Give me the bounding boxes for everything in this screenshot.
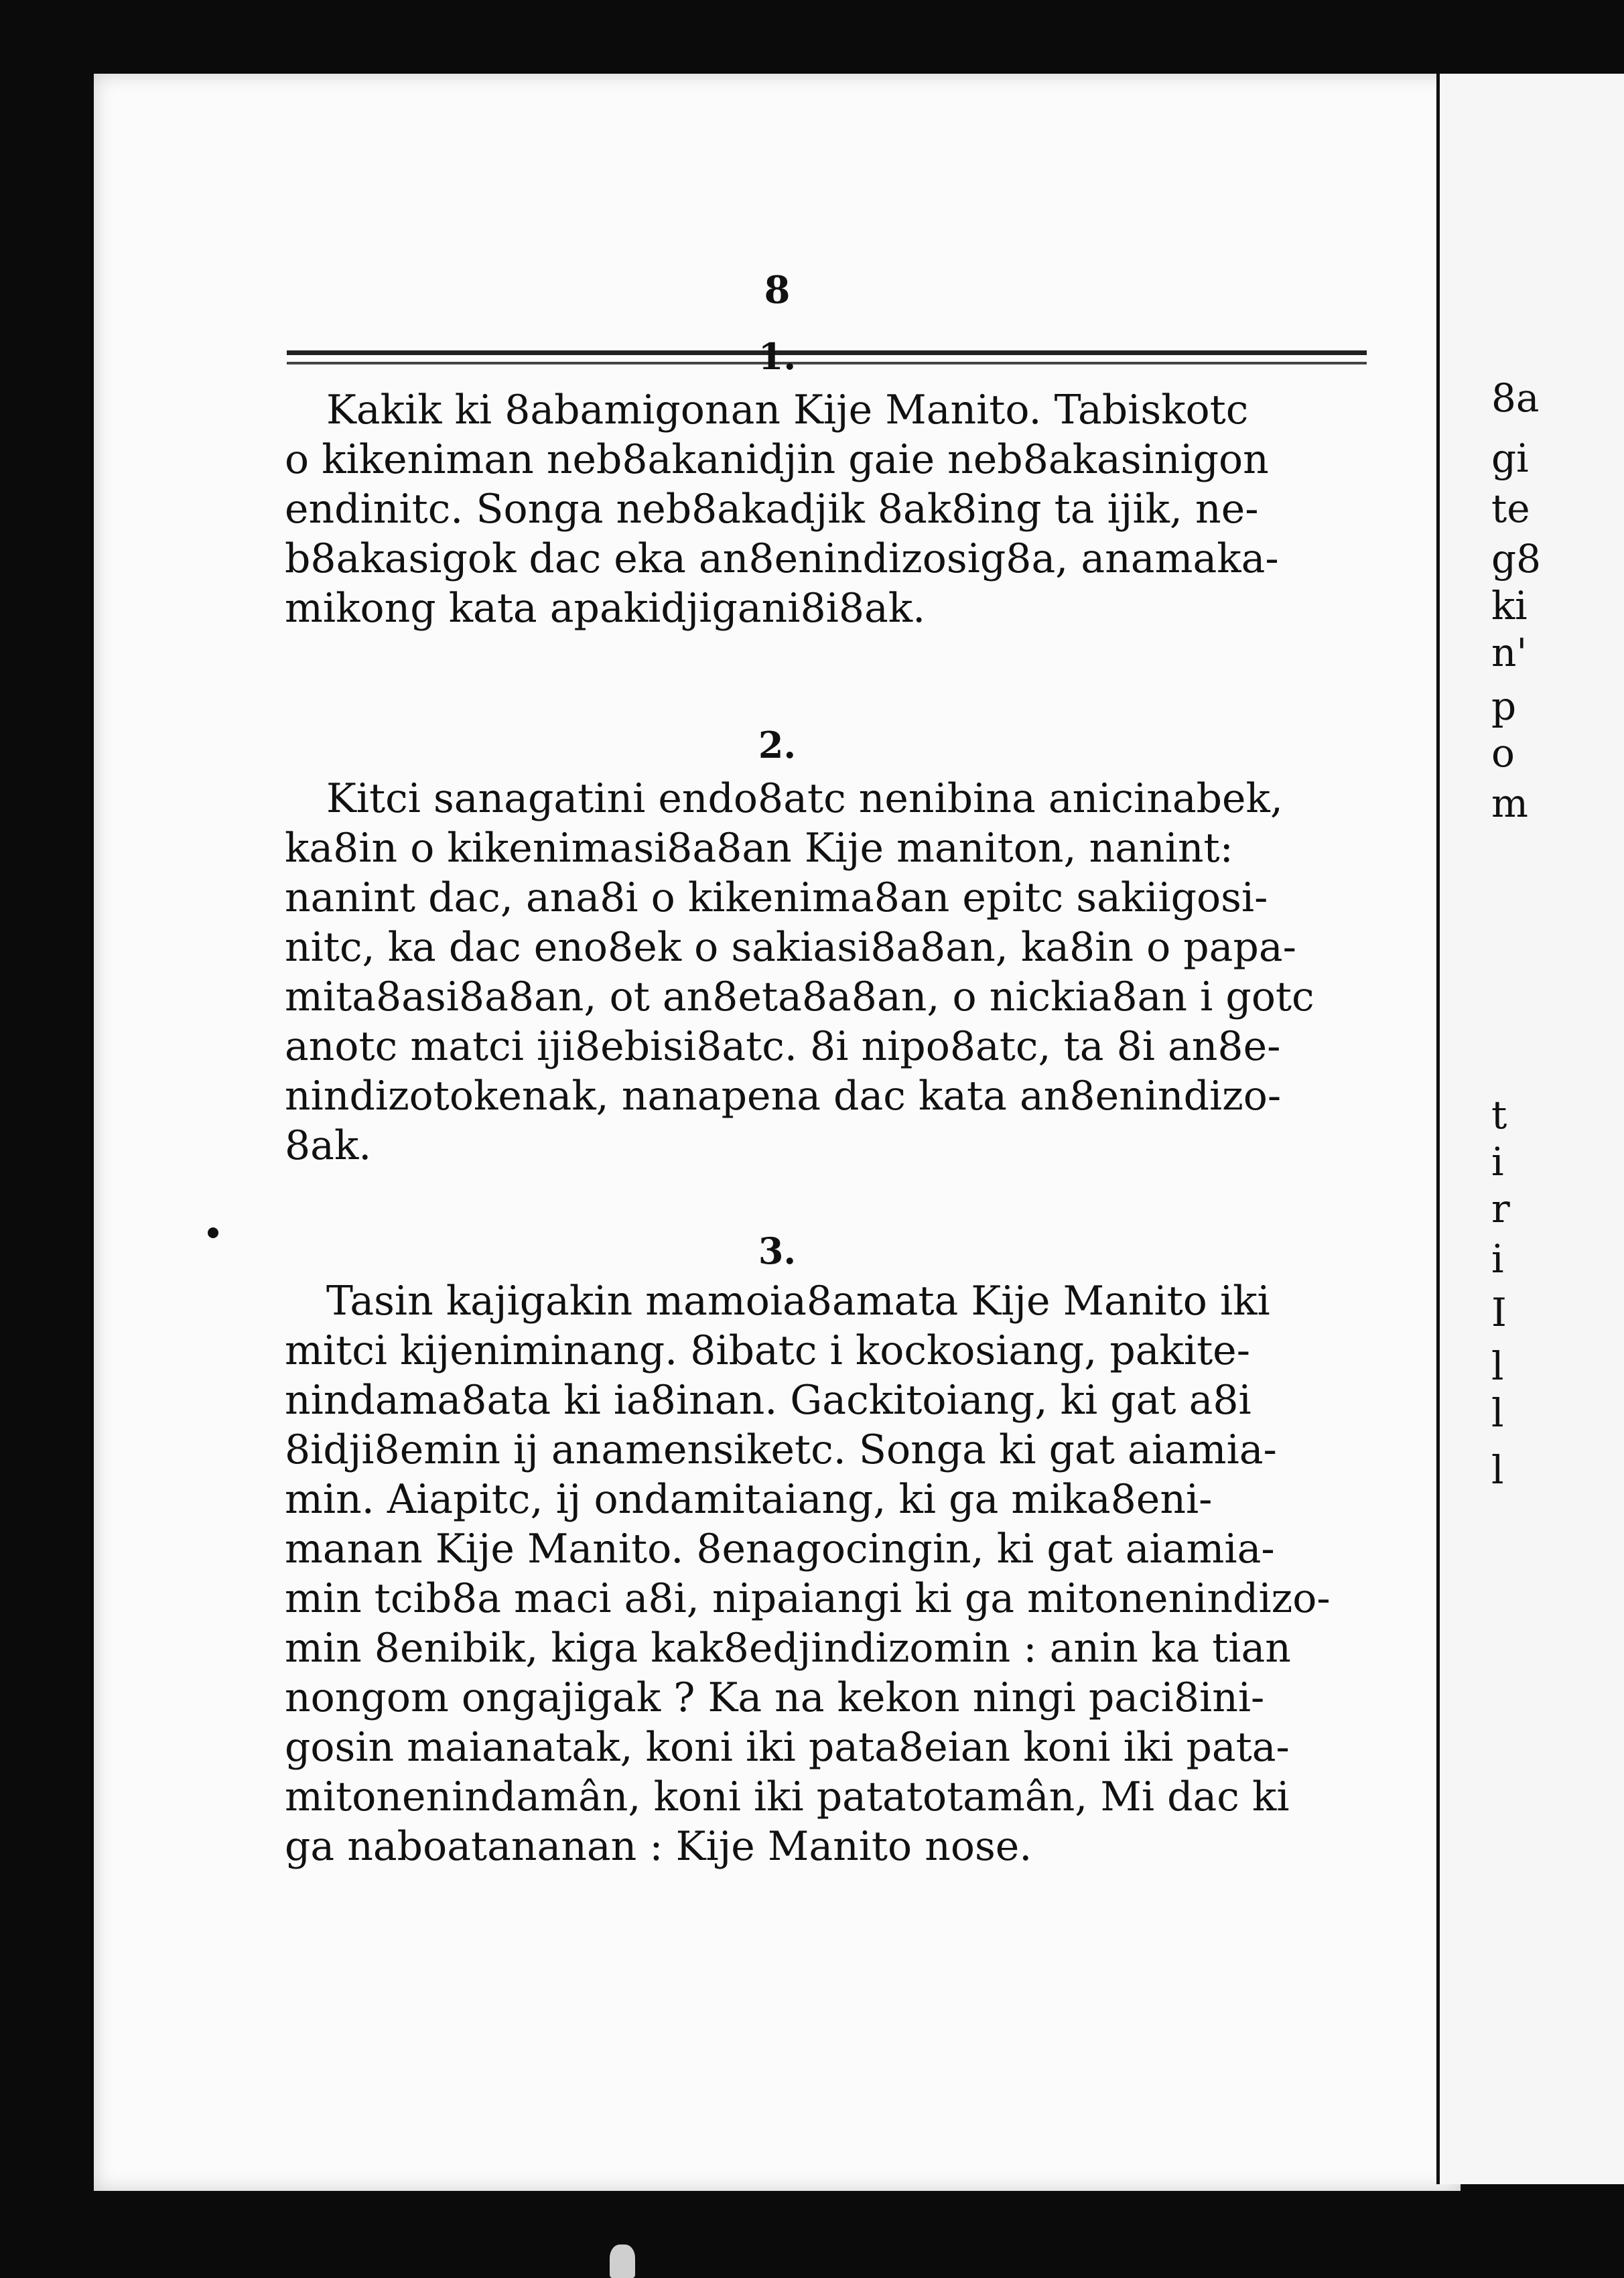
page-number: 8 (764, 268, 791, 312)
text-line: ga naboatananan : Kije Manito nose. (285, 1823, 1032, 1870)
text-line: nindizotokenak, nanapena dac kata an8enindizo- (285, 1073, 1282, 1120)
section-number: 2. (758, 724, 797, 766)
facing-page-fragment: l (1491, 1447, 1504, 1493)
text-line: nindama8ata ki ia8inan. Gackitoiang, ki gat a8i (285, 1377, 1251, 1424)
ink-spot (208, 1227, 218, 1238)
section-number: 1. (758, 335, 797, 378)
text-line: min tcib8a maci a8i, nipaiangi ki ga mitonenindizo- (285, 1575, 1331, 1622)
text-line: mita8asi8a8an, ot an8eta8a8an, o nickia8an i gotc (285, 974, 1314, 1020)
text-line: manan Kije Manito. 8enagocingin, ki gat aiamia- (285, 1526, 1275, 1572)
facing-page-fragment: r (1491, 1186, 1510, 1231)
facing-page-fragment: o (1491, 730, 1515, 776)
facing-page-fragment: I (1491, 1290, 1507, 1335)
text-line: nitc, ka dac eno8ek o sakiasi8a8an, ka8in o papa- (285, 924, 1296, 971)
facing-page-fragment: i (1491, 1236, 1504, 1282)
facing-page-fragment: i (1491, 1139, 1504, 1185)
text-line: Tasin kajigakin mamoia8amata Kije Manito iki (326, 1278, 1270, 1325)
text-line: Kakik ki 8abamigonan Kije Manito. Tabiskotc (326, 387, 1249, 433)
page-text-layer (94, 74, 1461, 2191)
text-line: gosin maianatak, koni iki pata8eian koni iki pata- (285, 1724, 1290, 1771)
section-number: 3. (758, 1229, 797, 1272)
facing-page-fragment: l (1491, 1343, 1504, 1389)
facing-page-fragment: m (1491, 781, 1528, 826)
text-line: b8akasigok dac eka an8enindizosig8a, anamaka- (285, 535, 1279, 582)
text-line: 8idji8emin ij anamensiketc. Songa ki gat aiamia- (285, 1426, 1277, 1473)
facing-page-fragment: t (1491, 1092, 1507, 1138)
text-line: anotc matci iji8ebisi8atc. 8i nipo8atc, ta 8i an8e- (285, 1023, 1281, 1070)
text-line: mitci kijeniminang. 8ibatc i kockosiang, pakite- (285, 1327, 1250, 1374)
text-line: nanint dac, ana8i o kikenima8an epitc sakiigosi- (285, 874, 1268, 921)
text-line: ka8in o kikenimasi8a8an Kije maniton, nanint: (285, 825, 1233, 872)
text-line: mitonenindamân, koni iki patatotamân, Mi dac ki (285, 1773, 1290, 1820)
text-line: min 8enibik, kiga kak8edjindizomin : anin ka tian (285, 1625, 1291, 1672)
facing-page-fragment: ki (1491, 583, 1528, 628)
text-line: nongom ongajigak ? Ka na kekon ningi paci8ini- (285, 1674, 1265, 1721)
scan-smudge (610, 2244, 635, 2278)
facing-page-fragment: p (1491, 683, 1517, 729)
text-line: o kikeniman neb8akanidjin gaie neb8akasinigon (285, 436, 1269, 483)
text-line: mikong kata apakidjigani8i8ak. (285, 585, 926, 632)
text-line: min. Aiapitc, ij ondamitaiang, ki ga mika8eni- (285, 1476, 1213, 1523)
text-line: Kitci sanagatini endo8atc nenibina anicinabek, (326, 775, 1283, 822)
text-line: 8ak. (285, 1122, 372, 1169)
facing-page-fragment: te (1491, 486, 1530, 531)
facing-page-fragment: gi (1491, 436, 1529, 481)
facing-page-fragment: g8 (1491, 536, 1542, 582)
text-line: endinitc. Songa neb8akadjik 8ak8ing ta ijik, ne- (285, 486, 1259, 533)
facing-page-fragment: l (1491, 1390, 1504, 1436)
facing-page-fragment: n' (1491, 630, 1528, 675)
facing-page-fragment: 8a (1491, 375, 1540, 421)
